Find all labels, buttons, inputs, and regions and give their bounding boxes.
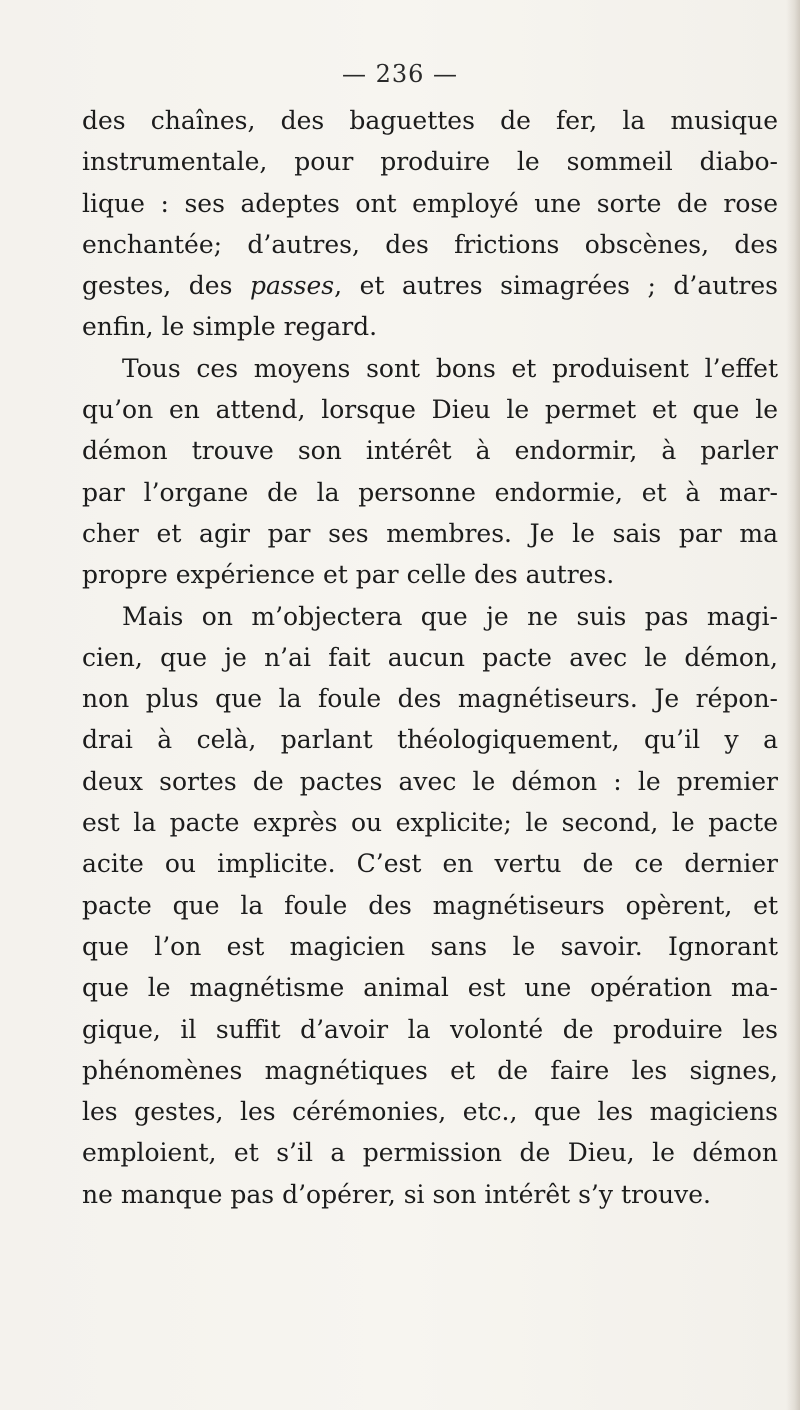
text-line: lique : ses adeptes ont employé une sorte de rose: [82, 188, 778, 218]
text-line: Mais on m’objectera que je ne suis pas magi-: [122, 601, 778, 631]
text-line: enfin, le simple regard.: [82, 312, 378, 342]
text-line: que le magnétisme animal est une opération ma-: [82, 973, 778, 1003]
text-line: instrumentale, pour produire le sommeil diabo-: [82, 147, 778, 177]
text-line: démon trouve son intérêt à endormir, à parler: [82, 436, 778, 466]
text-line: est la pacte exprès ou explicite; le second, le pacte: [82, 808, 778, 838]
text-line: cher et agir par ses membres. Je le sais par ma: [82, 518, 778, 548]
text-line: drai à celà, parlant théologiquement, qu’il y a: [82, 725, 778, 755]
text-line: par l’organe de la personne endormie, et à mar-: [82, 477, 778, 507]
text-line: gique, il suffit d’avoir la volonté de produire les: [82, 1014, 778, 1044]
text-line: gestes, des passes, et autres simagrées ; d’autres: [82, 271, 778, 301]
text-line: ne manque pas d’opérer, si son intérêt s’y trouve.: [82, 1179, 711, 1209]
text-line: emploient, et s’il a permission de Dieu, le démon: [82, 1138, 778, 1168]
text-line: Tous ces moyens sont bons et produisent l’effet: [122, 353, 778, 383]
page-number: — 236 —: [341, 60, 459, 88]
text-line: enchantée; d’autres, des frictions obscènes, des: [82, 229, 778, 259]
text-line: phénomènes magnétiques et de faire les signes,: [82, 1055, 778, 1085]
text-line: acite ou implicite. C’est en vertu de ce dernier: [82, 849, 778, 879]
text-line: pacte que la foule des magnétiseurs opèrent, et: [82, 890, 778, 920]
text-line: les gestes, les cérémonies, etc., que les magiciens: [82, 1097, 778, 1127]
body-text: [82, 100, 778, 1215]
text-line: des chaînes, des baguettes de fer, la musique: [82, 106, 778, 135]
page-edge-shadow: [786, 0, 800, 1410]
text-line: deux sortes de pactes avec le démon : le premier: [82, 766, 778, 796]
text-line: cien, que je n’ai fait aucun pacte avec le démon,: [82, 642, 778, 672]
text-line: qu’on en attend, lorsque Dieu le permet et que le: [82, 395, 778, 425]
text-line: non plus que la foule des magnétiseurs. Je répon-: [82, 684, 778, 714]
text-line: propre expérience et par celle des autres.: [82, 560, 615, 590]
text-line: que l’on est magicien sans le savoir. Ignorant: [82, 931, 778, 961]
